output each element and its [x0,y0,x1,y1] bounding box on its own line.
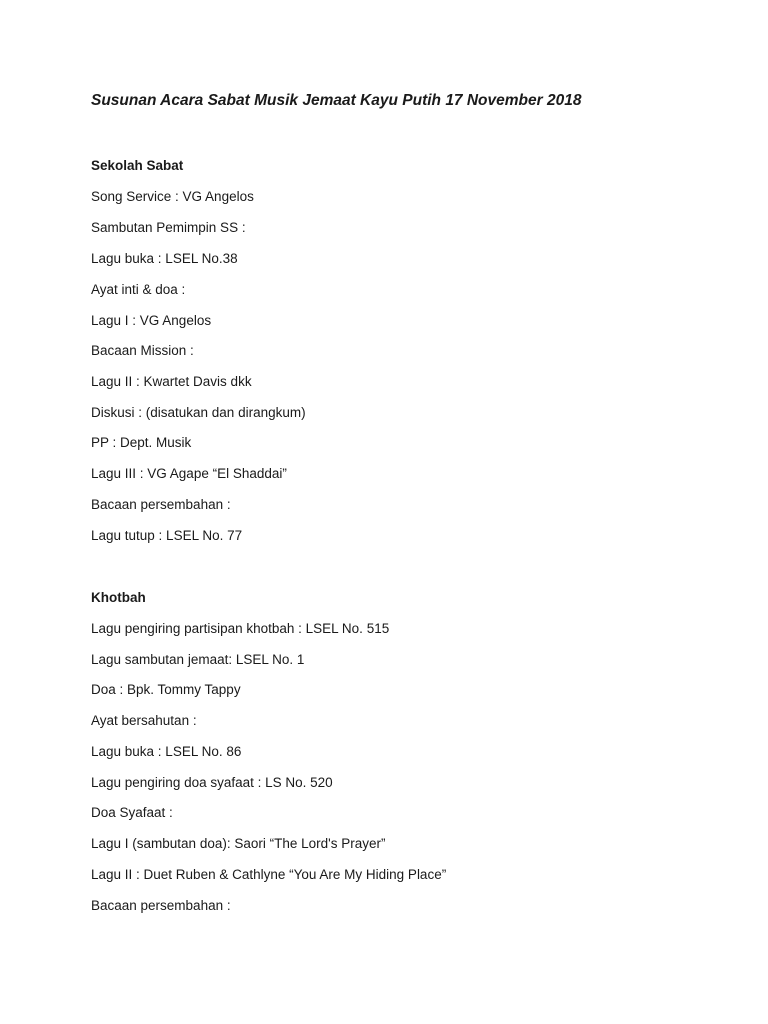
program-line: Lagu pengiring partisipan khotbah : LSEL No. 515 [91,621,390,636]
program-line: Lagu III : VG Agape “El Shaddai” [91,466,287,481]
program-line: Lagu pengiring doa syafaat : LS No. 520 [91,775,333,790]
program-line: Doa Syafaat : [91,805,173,820]
program-line: Lagu tutup : LSEL No. 77 [91,528,243,543]
program-line: Lagu I (sambutan doa): Saori “The Lord's Prayer” [91,836,386,851]
section-heading-sekolah-sabat: Sekolah Sabat [91,158,184,173]
program-line: Song Service : VG Angelos [91,189,254,204]
program-line: Lagu II : Duet Ruben & Cathlyne “You Are My Hiding Place” [91,867,447,882]
program-line: Lagu buka : LSEL No.38 [91,251,238,266]
program-line: Bacaan persembahan : [91,898,231,913]
program-line: Diskusi : (disatukan dan dirangkum) [91,405,306,420]
program-line: Doa : Bpk. Tommy Tappy [91,682,241,697]
program-line: Bacaan Mission : [91,343,194,358]
program-line: Ayat inti & doa : [91,282,186,297]
program-line: PP : Dept. Musik [91,435,192,450]
program-line: Lagu I : VG Angelos [91,313,212,328]
program-line: Bacaan persembahan : [91,497,231,512]
document-page [91,0,731,1024]
program-line: Lagu II : Kwartet Davis dkk [91,374,252,389]
program-line: Ayat bersahutan : [91,713,197,728]
section-heading-khotbah: Khotbah [91,590,146,605]
document-title: Susunan Acara Sabat Musik Jemaat Kayu Putih 17 November 2018 [91,92,582,109]
program-line: Lagu buka : LSEL No. 86 [91,744,242,759]
program-line: Lagu sambutan jemaat: LSEL No. 1 [91,652,305,667]
program-line: Sambutan Pemimpin SS : [91,220,246,235]
